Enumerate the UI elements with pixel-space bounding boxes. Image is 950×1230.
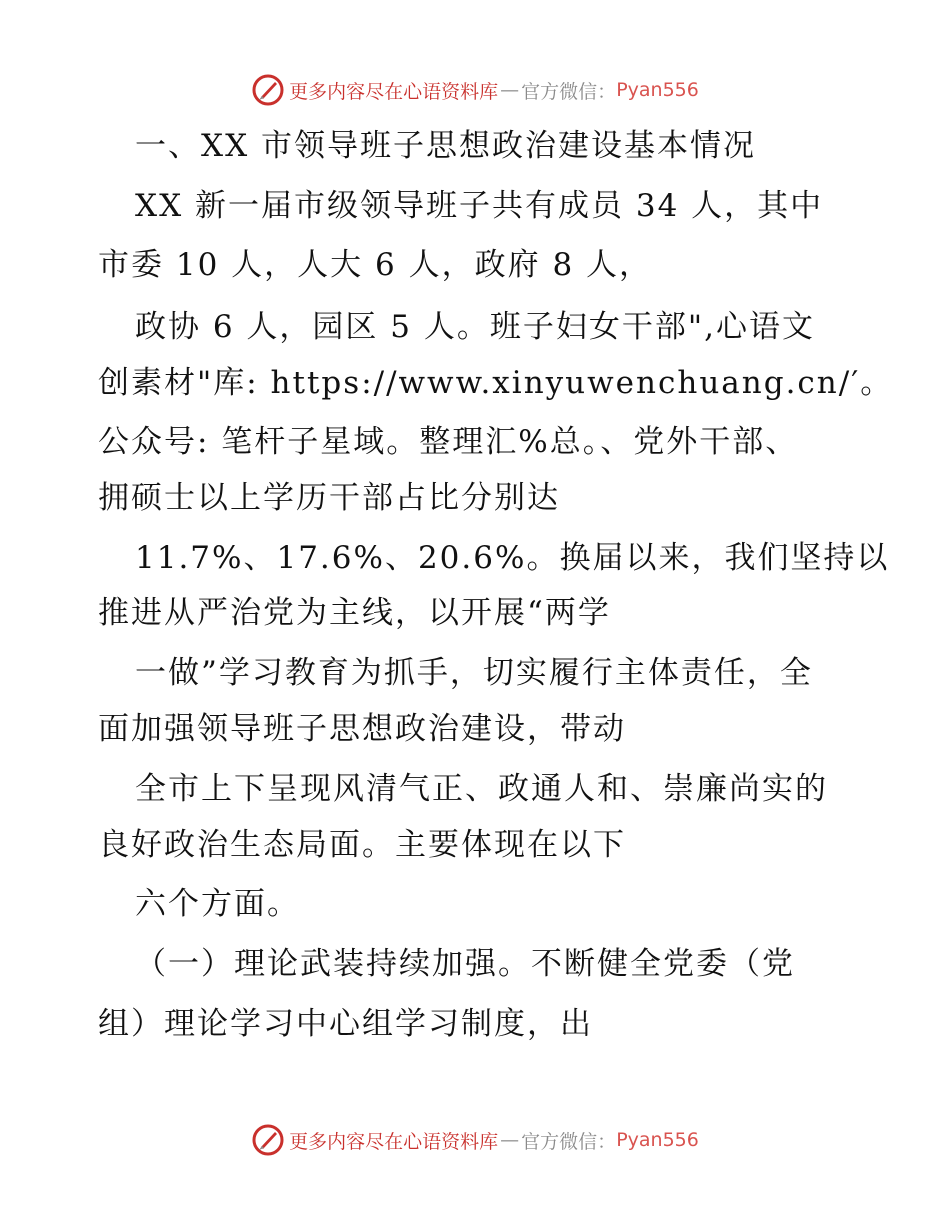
watermark-separator: — (500, 79, 520, 101)
watermark-separator: — (500, 1129, 520, 1151)
watermark-official-label: 官方微信： (521, 1130, 617, 1153)
text-line: 良好政治生态局面。主要体现在以下 (98, 827, 626, 863)
text-line: 政协 6 人，园区 5 人。班子妇女干部",心语文 (135, 309, 815, 345)
watermark-text: 更多内容尽在心语资料库 (289, 1130, 499, 1153)
text-line: 面加强领导班子思想政治建设，带动 (98, 711, 626, 747)
quill-logo-icon (251, 73, 285, 107)
watermark-official-label: 官方微信： (521, 80, 617, 103)
text-line: 创素材"库: https://www.xinyuwenchuang.cn/′。 (98, 365, 894, 401)
watermark-wechat-id: Pyan556 (616, 1129, 699, 1151)
text-line: 一做”学习教育为抓手，切实履行主体责任，全 (135, 655, 813, 691)
text-line: 公众号: 笔杆子星域。整理汇%总。、党外干部、 (98, 424, 799, 460)
text-line: 六个方面。 (135, 886, 300, 922)
section-heading: 一、XX 市领导班子思想政治建设基本情况 (135, 128, 756, 164)
footer-watermark (0, 1120, 950, 1160)
text-line: 全市上下呈现风清气正、政通人和、崇廉尚实的 (135, 771, 828, 807)
text-line: 推进从严治党为主线，以开展“两学 (98, 595, 611, 631)
header-watermark (0, 70, 950, 110)
text-line: 市委 10 人，人大 6 人，政府 8 人， (98, 247, 653, 283)
text-line: 组）理论学习中心组学习制度，出 (98, 1006, 593, 1042)
text-line: 11.7%、17.6%、20.6%。换届以来，我们坚持以 (135, 540, 890, 576)
watermark-wechat-id: Pyan556 (616, 79, 699, 101)
quill-logo-icon (251, 1123, 285, 1157)
subsection-heading: （一）理论武装持续加强。不断健全党委（党 (135, 946, 795, 982)
text-line: 拥硕士以上学历干部占比分别达 (98, 480, 560, 516)
watermark-text: 更多内容尽在心语资料库 (289, 80, 499, 103)
text-line: XX 新一届市级领导班子共有成员 34 人，其中 (135, 188, 824, 224)
